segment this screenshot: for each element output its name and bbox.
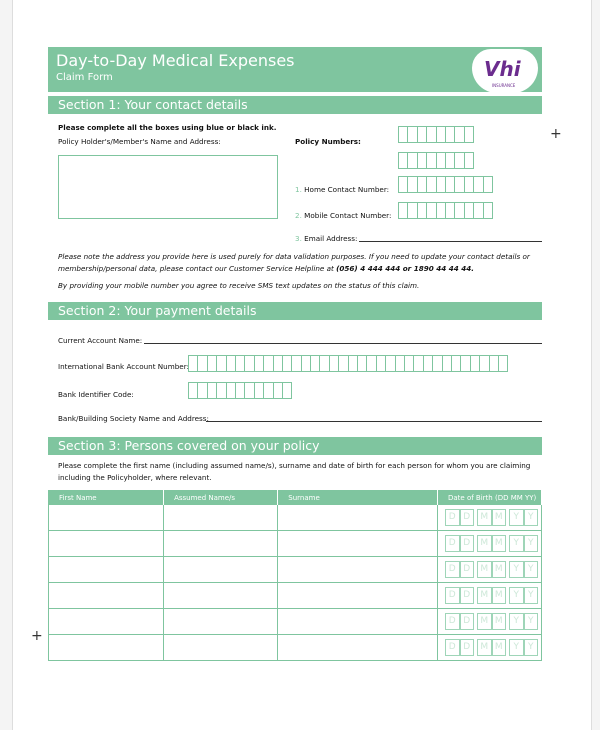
- dob-char-box[interactable]: D: [460, 561, 475, 578]
- dob-boxes[interactable]: [445, 535, 541, 552]
- dob-char-box[interactable]: D: [445, 613, 460, 630]
- first-name-cell[interactable]: [49, 557, 164, 583]
- dob-char-box[interactable]: D: [445, 561, 460, 578]
- table-row: [49, 505, 542, 531]
- dob-char-box[interactable]: M: [492, 561, 507, 578]
- dob-char-box[interactable]: Y: [524, 535, 539, 552]
- note-line-2: membership/personal data, please contact our Customer Service Helpline at (056) 4 444 444 or 1890 44 44 44.: [58, 264, 474, 273]
- email-input[interactable]: [359, 241, 542, 242]
- sms-note: By providing your mobile number you agree to receive SMS text updates on the status of this claim.: [58, 281, 420, 290]
- assumed-names-cell[interactable]: [164, 635, 278, 661]
- assumed-names-cell[interactable]: [164, 557, 278, 583]
- account-name-input[interactable]: [144, 343, 542, 344]
- assumed-names-cell[interactable]: [164, 583, 278, 609]
- email-label: 3. Email Address:: [295, 234, 358, 243]
- dob-char-box[interactable]: M: [492, 587, 507, 604]
- first-name-cell[interactable]: [49, 583, 164, 609]
- dob-char-box[interactable]: M: [492, 535, 507, 552]
- note-line-1: Please note the address you provide here is used purely for data validation purposes. If you need to update your contact details or: [58, 252, 530, 261]
- table-row: [49, 583, 542, 609]
- char-box[interactable]: [498, 355, 508, 372]
- surname-cell[interactable]: [278, 505, 438, 531]
- dob-char-box[interactable]: Y: [509, 587, 524, 604]
- dob-char-box[interactable]: M: [492, 509, 507, 526]
- assumed-names-cell[interactable]: [164, 505, 278, 531]
- policy-number-boxes-1[interactable]: [398, 126, 473, 143]
- first-name-cell[interactable]: [49, 609, 164, 635]
- section3-intro-2: including the Policyholder, where relevant.: [58, 473, 212, 482]
- surname-cell[interactable]: [278, 583, 438, 609]
- mobile-contact-label: 2. Mobile Contact Number:: [295, 211, 392, 220]
- policy-number-boxes-2[interactable]: [398, 152, 473, 169]
- col-first-name: First Name: [49, 491, 164, 505]
- dob-char-box[interactable]: M: [492, 613, 507, 630]
- char-box[interactable]: [464, 126, 474, 143]
- dob-char-box[interactable]: D: [460, 639, 475, 656]
- surname-cell[interactable]: [278, 635, 438, 661]
- char-box[interactable]: [483, 176, 493, 193]
- dob-cell[interactable]: [438, 635, 542, 661]
- col-assumed-names: Assumed Name/s: [164, 491, 278, 505]
- dob-char-box[interactable]: Y: [524, 613, 539, 630]
- char-box[interactable]: [464, 152, 474, 169]
- dob-char-box[interactable]: D: [445, 639, 460, 656]
- col-dob: Date of Birth (DD MM YY): [438, 491, 542, 505]
- dob-char-box[interactable]: M: [477, 561, 492, 578]
- dob-char-box[interactable]: M: [477, 613, 492, 630]
- dob-char-box[interactable]: M: [477, 535, 492, 552]
- persons-table: [48, 490, 542, 661]
- dob-cell[interactable]: [438, 531, 542, 557]
- form-subtitle: Claim Form: [56, 72, 113, 83]
- bank-input[interactable]: [206, 421, 542, 422]
- dob-boxes[interactable]: [445, 561, 541, 578]
- dob-char-box[interactable]: Y: [509, 639, 524, 656]
- form-title: Day-to-Day Medical Expenses: [56, 51, 295, 70]
- table-row: [49, 609, 542, 635]
- surname-cell[interactable]: [278, 531, 438, 557]
- dob-cell[interactable]: [438, 505, 542, 531]
- dob-char-box[interactable]: Y: [524, 639, 539, 656]
- section3-heading: Section 3: Persons covered on your policy: [48, 437, 542, 455]
- table-row: [49, 557, 542, 583]
- dob-cell[interactable]: [438, 583, 542, 609]
- dob-boxes[interactable]: [445, 587, 541, 604]
- mobile-number-boxes[interactable]: [398, 202, 492, 219]
- ink-instruction: Please complete all the boxes using blue or black ink.: [58, 123, 277, 132]
- char-box[interactable]: [282, 382, 292, 399]
- first-name-cell[interactable]: [49, 635, 164, 661]
- dob-char-box[interactable]: D: [445, 509, 460, 526]
- assumed-names-cell[interactable]: [164, 531, 278, 557]
- first-name-cell[interactable]: [49, 505, 164, 531]
- vhi-logo: Vhi INSURANCE: [472, 49, 538, 93]
- table-row: [49, 531, 542, 557]
- bank-label: Bank/Building Society Name and Address:: [58, 414, 209, 423]
- section3-intro-1: Please complete the first name (including assumed name/s), surname and date of birth for each person for whom you are claiming: [58, 461, 531, 470]
- policy-label: Policy Numbers:: [295, 137, 361, 146]
- dob-cell[interactable]: [438, 557, 542, 583]
- iban-boxes[interactable]: [188, 355, 507, 372]
- crosshair-cursor-icon: +: [31, 628, 43, 644]
- dob-char-box[interactable]: M: [477, 509, 492, 526]
- dob-boxes[interactable]: [445, 509, 541, 526]
- dob-char-box[interactable]: Y: [509, 535, 524, 552]
- dob-boxes[interactable]: [445, 639, 541, 656]
- dob-char-box[interactable]: D: [460, 613, 475, 630]
- dob-char-box[interactable]: Y: [524, 587, 539, 604]
- dob-cell[interactable]: [438, 609, 542, 635]
- dob-char-box[interactable]: D: [460, 535, 475, 552]
- dob-char-box[interactable]: M: [477, 587, 492, 604]
- home-number-boxes[interactable]: [398, 176, 492, 193]
- iban-label: International Bank Account Number:: [58, 362, 189, 371]
- surname-cell[interactable]: [278, 557, 438, 583]
- assumed-names-cell[interactable]: [164, 609, 278, 635]
- bic-boxes[interactable]: [188, 382, 291, 399]
- dob-char-box[interactable]: D: [445, 587, 460, 604]
- crosshair-cursor-icon: +: [550, 126, 562, 142]
- form-header: [48, 47, 542, 92]
- char-box[interactable]: [483, 202, 493, 219]
- dob-char-box[interactable]: Y: [509, 509, 524, 526]
- dob-char-box[interactable]: Y: [509, 561, 524, 578]
- home-contact-label: 1. Home Contact Number:: [295, 185, 390, 194]
- col-surname: Surname: [278, 491, 438, 505]
- holder-label: Policy Holder's/Member's Name and Address:: [58, 137, 221, 146]
- dob-boxes[interactable]: [445, 613, 541, 630]
- section2-heading: Section 2: Your payment details: [48, 302, 542, 320]
- section1-heading: Section 1: Your contact details: [48, 96, 542, 114]
- table-row: [49, 635, 542, 661]
- dob-char-box[interactable]: Y: [509, 613, 524, 630]
- account-name-label: Current Account Name:: [58, 336, 143, 345]
- dob-char-box[interactable]: Y: [524, 509, 539, 526]
- surname-cell[interactable]: [278, 609, 438, 635]
- dob-char-box[interactable]: D: [445, 535, 460, 552]
- bic-label: Bank Identifier Code:: [58, 390, 134, 399]
- dob-char-box[interactable]: M: [492, 639, 507, 656]
- dob-char-box[interactable]: M: [477, 639, 492, 656]
- dob-char-box[interactable]: D: [460, 509, 475, 526]
- first-name-cell[interactable]: [49, 531, 164, 557]
- dob-char-box[interactable]: Y: [524, 561, 539, 578]
- address-box[interactable]: [58, 155, 278, 219]
- dob-char-box[interactable]: D: [460, 587, 475, 604]
